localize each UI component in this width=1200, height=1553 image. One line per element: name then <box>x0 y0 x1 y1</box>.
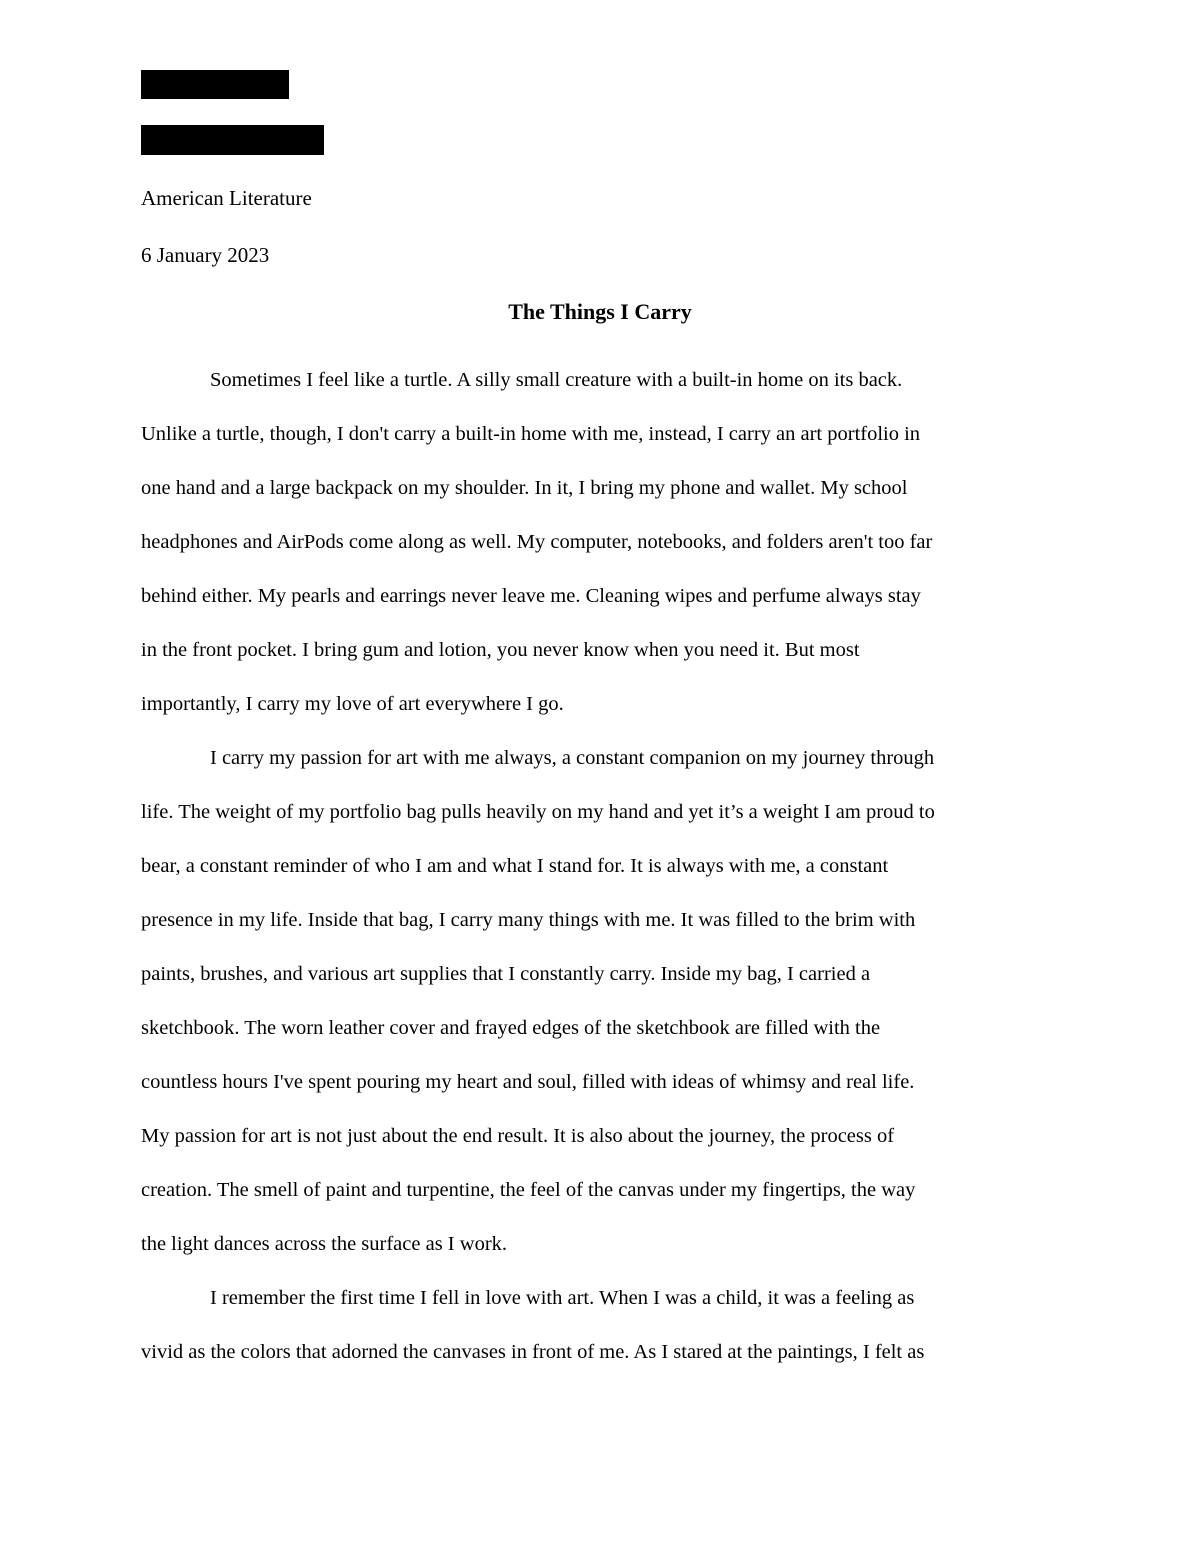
text-line: countless hours I've spent pouring my heart and soul, filled with ideas of whimsy and real life. <box>141 1071 915 1093</box>
text-line: importantly, I carry my love of art everywhere I go. <box>141 693 564 715</box>
text-line: creation. The smell of paint and turpentine, the feel of the canvas under my fingertips, the way <box>141 1179 916 1201</box>
document-date: 6 January 2023 <box>141 243 270 267</box>
text-line: the light dances across the surface as I work. <box>141 1233 508 1255</box>
paragraph-3 <box>141 1271 1061 1379</box>
redacted-name-bar <box>141 70 289 99</box>
text-line: Sometimes I feel like a turtle. A silly small creature with a built-in home on its back. <box>210 369 903 391</box>
text-line: My passion for art is not just about the end result. It is also about the journey, the process of <box>141 1125 895 1147</box>
text-line: sketchbook. The worn leather cover and frayed edges of the sketchbook are filled with the <box>141 1017 881 1039</box>
text-line: behind either. My pearls and earrings never leave me. Cleaning wipes and perfume always stay <box>141 585 921 607</box>
text-line: paints, brushes, and various art supplies that I constantly carry. Inside my bag, I carried a <box>141 963 871 985</box>
text-line: bear, a constant reminder of who I am and what I stand for. It is always with me, a constant <box>141 855 889 877</box>
text-line: in the front pocket. I bring gum and lotion, you never know when you need it. But most <box>141 639 860 661</box>
text-line: one hand and a large backpack on my shoulder. In it, I bring my phone and wallet. My school <box>141 477 908 499</box>
paragraph-1 <box>141 353 1061 731</box>
text-line: I remember the first time I fell in love with art. When I was a child, it was a feeling as <box>210 1287 915 1309</box>
text-line: Unlike a turtle, though, I don't carry a built-in home with me, instead, I carry an art portfolio in <box>141 423 921 445</box>
text-line: life. The weight of my portfolio bag pulls heavily on my hand and yet it’s a weight I am proud to <box>141 801 935 823</box>
redacted-teacher-bar <box>141 125 324 155</box>
paragraph-2 <box>141 731 1061 1271</box>
essay-body <box>141 353 1061 1379</box>
text-line: I carry my passion for art with me always, a constant companion on my journey through <box>210 747 935 769</box>
course-name: American Literature <box>141 186 312 210</box>
text-line: presence in my life. Inside that bag, I carry many things with me. It was filled to the brim with <box>141 909 916 931</box>
text-line: headphones and AirPods come along as well. My computer, notebooks, and folders aren't too far <box>141 531 933 553</box>
text-line: vivid as the colors that adorned the canvases in front of me. As I stared at the paintings, I felt as <box>141 1341 925 1363</box>
essay-title: The Things I Carry <box>508 299 692 324</box>
